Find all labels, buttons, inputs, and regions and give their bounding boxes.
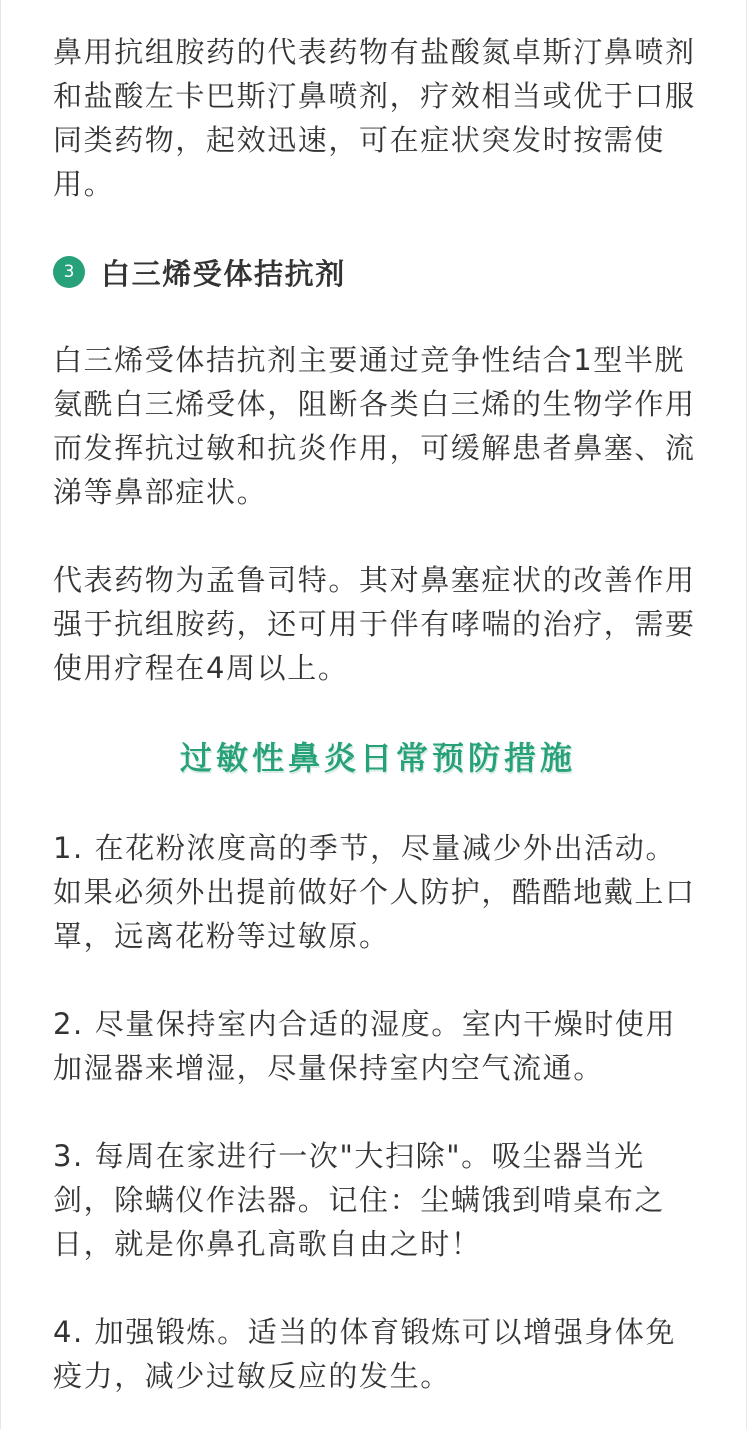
tip-item-2: 2. 尽量保持室内合适的湿度。室内干燥时使用加湿器来增湿，尽量保持室内空气流通。 [53, 1007, 677, 1085]
left-border [0, 0, 1, 1429]
section-number-badge: 3 [53, 256, 85, 288]
tip-item-1: 1. 在花粉浓度高的季节，尽量减少外出活动。如果必须外出提前做好个人防护，酷酷地戴上口罩，远离花粉等过敏原。 [53, 831, 696, 953]
paragraph-nasal-antihistamine: 鼻用抗组胺药的代表药物有盐酸氮卓斯汀鼻喷剂和盐酸左卡巴斯汀鼻喷剂，疗效相当或优于口服同类药物，起效迅速，可在症状突发时按需使用。 [53, 35, 696, 201]
tip-item-4: 4. 加强锻炼。适当的体育锻炼可以增强身体免疫力，减少过敏反应的发生。 [53, 1315, 677, 1393]
tip-item-3: 3. 每周在家进行一次"大扫除"。吸尘器当光剑，除螨仪作法器。记住：尘螨饿到啃桌布之日，就是你鼻孔高歌自由之时！ [53, 1139, 666, 1261]
article-body [53, 30, 703, 1398]
section-title: 白三烯受体拮抗剂 [101, 256, 346, 291]
section-heading-leukotriene [53, 250, 703, 294]
paragraph-montelukast: 代表药物为孟鲁司特。其对鼻塞症状的改善作用强于抗组胺药，还可用于伴有哮喘的治疗，需要使用疗程在4周以上。 [53, 563, 696, 685]
prevention-heading: 过敏性鼻炎日常预防措施 [179, 739, 576, 777]
paragraph-leukotriene-mechanism: 白三烯受体拮抗剂主要通过竞争性结合1型半胱氨酰白三烯受体，阻断各类白三烯的生物学作用而发挥抗过敏和抗炎作用，可缓解患者鼻塞、流涕等鼻部症状。 [53, 343, 696, 509]
